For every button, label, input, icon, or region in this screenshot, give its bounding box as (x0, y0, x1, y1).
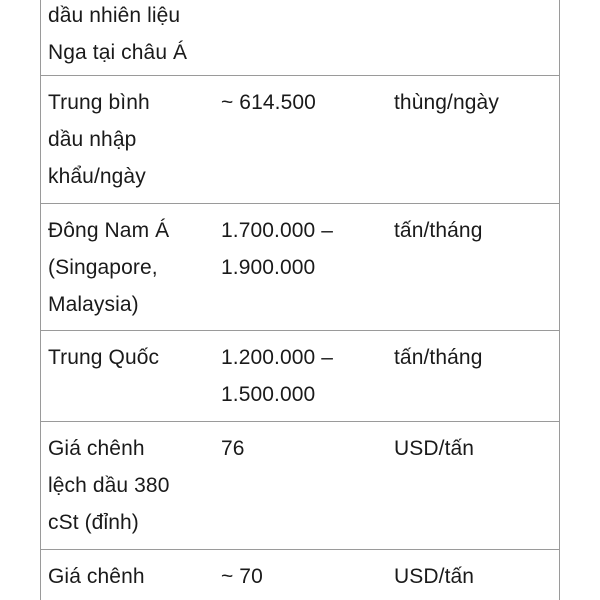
table-right-border (559, 0, 560, 600)
table-cell-label: Trung bình dầu nhập khẩu/ngày (48, 91, 150, 188)
table-cell-unit: thùng/ngày (394, 91, 499, 114)
table-cell-unit: tấn/tháng (394, 346, 483, 369)
table-cell-unit: tấn/tháng (394, 219, 483, 242)
row-divider (40, 549, 560, 550)
table-cell-value: 76 (221, 437, 245, 460)
row-divider (40, 75, 560, 76)
table-cell-label: Giá chênh lệch dầu 380 cSt (đỉnh) (48, 437, 170, 534)
table-cell-label: dầu nhiên liệu Nga tại châu Á (48, 4, 188, 64)
table-cell-value: ~ 614.500 (221, 91, 316, 114)
table-cell-value: 1.700.000 – 1.900.000 (221, 219, 334, 279)
table-cell-value: ~ 70 (221, 565, 263, 588)
row-divider (40, 203, 560, 204)
table-cell-value: 1.200.000 – 1.500.000 (221, 346, 334, 406)
row-divider (40, 330, 560, 331)
table-cell-label: Giá chênh (48, 565, 145, 588)
table-cell-unit: USD/tấn (394, 437, 475, 460)
table-cell-unit: USD/tấn (394, 565, 475, 588)
table-cell-label: Đông Nam Á (Singapore, Malaysia) (48, 219, 170, 316)
row-divider (40, 421, 560, 422)
table-left-border (40, 0, 41, 600)
table-cell-label: Trung Quốc (48, 346, 160, 369)
